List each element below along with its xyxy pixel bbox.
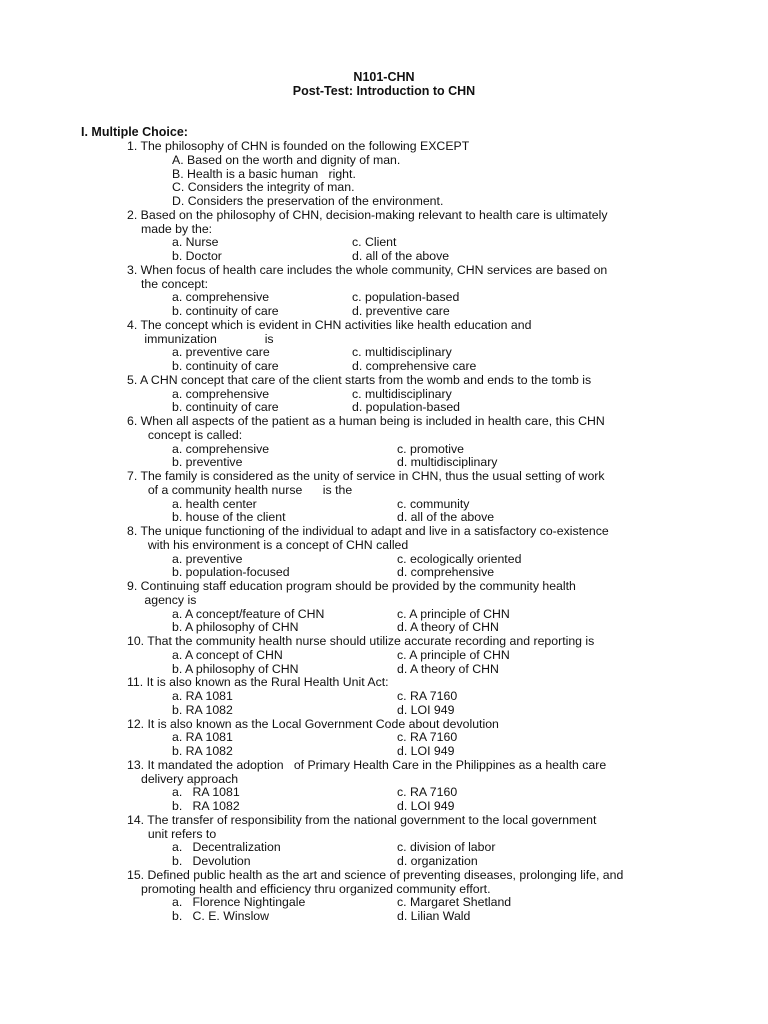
answer-option: d. all of the above	[397, 510, 495, 525]
question-text: 8. The unique functioning of the individual to adapt and live in a satisfactory co-existence	[127, 524, 609, 538]
course-code: N101-CHN	[353, 70, 415, 84]
question-text-continued: immunization is	[141, 331, 274, 346]
answer-option: d. comprehensive care	[352, 359, 477, 373]
question-text: 13. It mandated the adoption of Primary Health Care in the Philippines as a health care	[127, 757, 607, 772]
question-text: 1. The philosophy of CHN is founded on the following EXCEPT	[127, 139, 470, 153]
answer-option: b. continuity of care	[172, 359, 279, 373]
answer-option: c. multidisciplinary	[352, 386, 452, 401]
answer-option: c. ecologically oriented	[397, 551, 522, 566]
answer-option: c. Margaret Shetland	[397, 895, 512, 910]
answer-option: b. Doctor	[172, 249, 222, 263]
answer-option: a. Nurse	[172, 235, 219, 250]
answer-option: d. LOI 949	[397, 744, 455, 758]
answer-option: c. RA 7160	[397, 730, 458, 745]
answer-option: a. Decentralization	[172, 840, 281, 855]
question-text-continued: unit refers to	[141, 826, 217, 841]
question-text: 6. When all aspects of the patient as a human being is included in health care, this CHN	[127, 414, 605, 428]
question-text: 12. It is also known as the Local Government Code about devolution	[127, 716, 499, 731]
answer-option: c. RA 7160	[397, 785, 458, 800]
answer-option: a. Florence Nightingale	[172, 895, 306, 910]
answer-option: d. preventive care	[352, 304, 450, 318]
answer-option: a. A concept of CHN	[172, 647, 283, 662]
answer-option: b. continuity of care	[172, 400, 279, 415]
answer-option: d. comprehensive	[397, 565, 495, 580]
answer-option: c. population-based	[352, 290, 460, 305]
answer-option: b. C. E. Winslow	[172, 909, 270, 923]
answer-option: c. division of labor	[397, 840, 496, 855]
question-text-continued: with his environment is a concept of CHN called	[141, 537, 409, 552]
question-text-continued: of a community health nurse is the	[141, 482, 353, 497]
answer-option: c. A principle of CHN	[397, 647, 510, 662]
answer-option: b. A philosophy of CHN	[172, 661, 299, 676]
answer-option: c. RA 7160	[397, 689, 458, 703]
answer-option: a. comprehensive	[172, 441, 270, 456]
answer-option: C. Considers the integrity of man.	[172, 180, 355, 195]
answer-option: c. community	[397, 496, 470, 511]
answer-option: b. A philosophy of CHN	[172, 620, 299, 635]
question-text-continued: agency is	[141, 592, 197, 607]
answer-option: a. RA 1081	[172, 689, 233, 703]
answer-option: d. organization	[397, 854, 478, 868]
answer-option: a. comprehensive	[172, 290, 270, 305]
question-text: 5. A CHN concept that care of the client starts from the womb and ends to the tomb is	[127, 372, 592, 387]
answer-option: d. LOI 949	[397, 799, 455, 813]
question-text-continued: delivery approach	[141, 771, 239, 786]
answer-option: a. A concept/feature of CHN	[172, 606, 325, 621]
answer-option: b. RA 1082	[172, 799, 240, 813]
answer-option: b. Devolution	[172, 854, 251, 868]
answer-option: a. health center	[172, 496, 257, 511]
answer-option: d. A theory of CHN	[397, 661, 499, 676]
answer-option: a. RA 1081	[172, 730, 233, 745]
answer-option: c. promotive	[397, 441, 464, 456]
question-text: 14. The transfer of responsibility from the national government to the local government	[127, 812, 597, 827]
question-text-continued: the concept:	[141, 276, 208, 291]
answer-option: A. Based on the worth and dignity of man.	[172, 152, 401, 167]
question-text: 7. The family is considered as the unity of service in CHN, thus the usual setting of work	[127, 469, 605, 483]
answer-option: b. continuity of care	[172, 304, 279, 318]
answer-option: a. RA 1081	[172, 785, 240, 800]
answer-option: D. Considers the preservation of the environment.	[172, 194, 444, 208]
answer-option: c. Client	[352, 235, 397, 250]
question-text-continued: made by the:	[141, 221, 213, 236]
answer-option: b. preventive	[172, 455, 243, 470]
answer-option: a. preventive	[172, 551, 243, 566]
answer-option: d. all of the above	[352, 249, 450, 263]
question-text: 10. That the community health nurse should utilize accurate recording and reporting is	[127, 634, 595, 648]
answer-option: B. Health is a basic human right.	[172, 166, 356, 181]
question-text: 4. The concept which is evident in CHN activities like health education and	[127, 317, 532, 332]
question-text: 9. Continuing staff education program should be provided by the community health	[127, 579, 576, 593]
answer-option: b. RA 1082	[172, 702, 233, 717]
page-title: Post-Test: Introduction to CHN	[292, 84, 476, 98]
answer-option: d. Lilian Wald	[397, 909, 471, 923]
answer-option: d. multidisciplinary	[397, 455, 498, 470]
answer-option: c. multidisciplinary	[352, 345, 452, 360]
answer-option: d. A theory of CHN	[397, 620, 499, 635]
answer-option: a. comprehensive	[172, 386, 270, 401]
question-text: 11. It is also known as the Rural Health Unit Act:	[127, 675, 389, 690]
answer-option: b. house of the client	[172, 510, 286, 525]
answer-option: c. A principle of CHN	[397, 606, 510, 621]
answer-option: b. population-focused	[172, 565, 290, 580]
question-text-continued: promoting health and efficiency thru organized community effort.	[141, 881, 491, 896]
answer-option: d. LOI 949	[397, 702, 455, 717]
answer-option: a. preventive care	[172, 345, 270, 360]
answer-option: d. population-based	[352, 400, 461, 415]
section-heading: I. Multiple Choice:	[81, 125, 188, 139]
question-text-continued: concept is called:	[141, 427, 243, 442]
question-text: 15. Defined public health as the art and science of preventing diseases, prolonging life, and	[127, 867, 624, 882]
answer-option: b. RA 1082	[172, 744, 233, 758]
question-text: 3. When focus of health care includes the whole community, CHN services are based on	[127, 262, 608, 277]
question-text: 2. Based on the philosophy of CHN, decision-making relevant to health care is ultimately	[127, 207, 608, 222]
